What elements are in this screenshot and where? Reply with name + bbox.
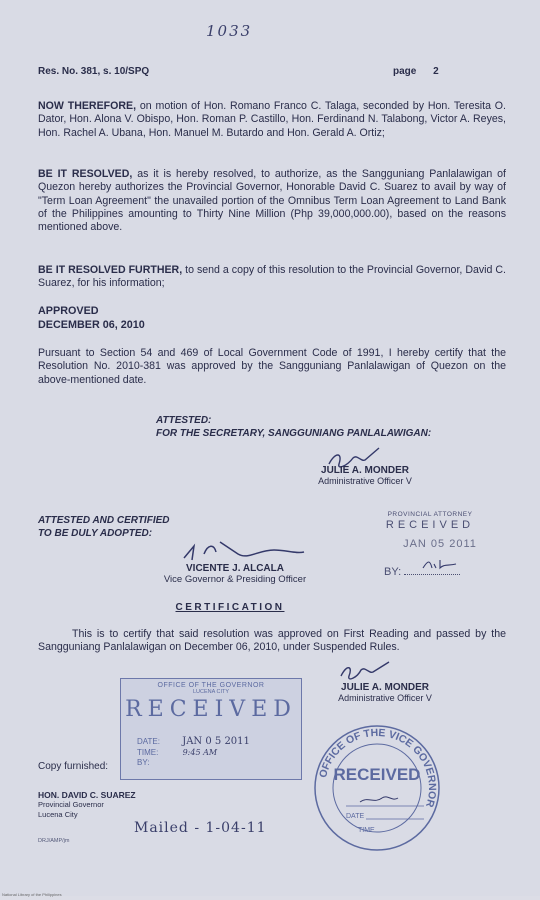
page-label-text: page	[393, 66, 417, 77]
stamp-governor-office: OFFICE OF THE GOVERNOR	[157, 682, 265, 689]
handwritten-mailed-note: Mailed - 1-04-11	[134, 820, 267, 836]
copy-furnished-recipient	[38, 790, 136, 820]
stamp-by-row	[137, 758, 250, 769]
paragraph-be-it-resolved-further	[38, 264, 506, 291]
paragraph-text: to send a copy of this resolution to the Provincial Governor, David C. Suarez, for his information;	[38, 264, 506, 290]
secretary-signatory	[290, 465, 440, 486]
vice-governor-title: Vice Governor & Presiding Officer	[163, 574, 307, 585]
paragraph-lead: BE IT RESOLVED,	[38, 168, 133, 180]
duly-adopted-label: TO BE DULY ADOPTED:	[38, 528, 153, 539]
stamp-time-label: TIME:	[137, 747, 159, 757]
vice-governor-signatory	[150, 563, 320, 585]
certification-heading: CERTIFICATION	[175, 602, 285, 613]
secretary-name: JULIE A. MONDER	[321, 465, 409, 476]
attested-block	[156, 414, 431, 440]
stamp-governor-received: RECEIVED	[125, 697, 297, 722]
stamp-date-value: JAN 0 5 2011	[182, 736, 250, 747]
stamp-date-label: DATE:	[137, 737, 160, 746]
attorney-initials	[420, 556, 460, 572]
stamp-office-of-vice-governor	[312, 718, 442, 858]
certification-text: This is to certify that said resolution was approved on First Reading and passed by the Sangguniang Panlalawigan on December 06, 2010, under Suspended Rules.	[38, 628, 506, 654]
secretary-title: Administrative Officer V	[318, 476, 412, 486]
stamp-time-row	[137, 748, 250, 759]
attested-label: ATTESTED:	[156, 415, 212, 426]
footer-attribution: National Library of the Philippines	[2, 892, 62, 897]
stamp-office: PROVINCIAL ATTORNEY	[387, 511, 473, 518]
paragraph-text: on motion of Hon. Romano Franco C. Talaga, seconded by Hon. Teresita O. Dator, Hon. Alona V. Obispo, Hon. Roman P. Castillo, Hon. Ferdinand N. Talabong, Victor A. Reyes, Hon. Rachel A. Ubana, Hon. Manuel M. Butardo and Hon. Gerald A. Ortiz;	[38, 100, 506, 139]
initials-code: DRJ/AMP/jm	[38, 838, 70, 844]
paragraph-lead: NOW THEREFORE,	[38, 100, 137, 112]
page-label	[393, 66, 439, 77]
paragraph-be-it-resolved	[38, 168, 506, 234]
paragraph-pursuant: Pursuant to Section 54 and 469 of Local Government Code of 1991, I hereby certify that the Resolution No. 2010-381 was approved by the Sangguniang Panlalawigan of Quezon on the above-mentioned date.	[38, 347, 506, 386]
stamp-provincial-attorney	[380, 511, 480, 550]
stamp-time-value: 9:45 AM	[182, 747, 218, 757]
stamp-governor-by-label: BY:	[137, 758, 150, 767]
approved-block	[38, 305, 145, 332]
attested-certified-block	[38, 514, 169, 540]
stamp-vice-time-label: TIME	[358, 827, 375, 834]
recipient-name: HON. DAVID C. SUAREZ	[38, 790, 136, 800]
stamp-date-row	[137, 737, 250, 748]
certification-signatory	[310, 682, 460, 703]
copy-furnished-label: Copy furnished:	[38, 761, 109, 772]
recipient-title: Provincial Governor	[38, 800, 104, 809]
paragraph-now-therefore	[38, 100, 506, 140]
stamp-vice-ring-text: OFFICE OF THE VICE GOVERNOR	[317, 726, 439, 809]
page-number: 2	[433, 66, 439, 77]
paragraph-lead: BE IT RESOLVED FURTHER,	[38, 264, 183, 276]
recipient-city: Lucena City	[38, 810, 78, 819]
approved-label: APPROVED	[38, 305, 99, 317]
stamp-office-of-governor	[120, 678, 302, 780]
vice-governor-name: VICENTE J. ALCALA	[186, 563, 284, 574]
paragraph-text: as it is hereby resolved, to authorize, as the Sangguniang Panlalawigan of Quezon hereby authorizes the Provincial Governor, Honorable David C. Suarez to avail by way of "Term Loan Agreement" the unavailed portion of the Omnibus Term Loan Agreement to Land Bank of the Philippines amounting to Thirty Nine Million (Php 39,000,000.00), based on the reasons mentioned above.	[38, 168, 506, 234]
handwritten-page-number: 1033	[206, 22, 253, 40]
approved-date: DECEMBER 06, 2010	[38, 318, 145, 331]
stamp-governor-fields	[137, 737, 250, 769]
stamp-date: JAN 05 2011	[403, 538, 477, 550]
attested-for-secretary: FOR THE SECRETARY, SANGGUNIANG PANLALAWIGAN:	[156, 428, 432, 439]
stamp-governor-city: LUCENA CITY	[192, 689, 230, 695]
stamp-by-label: BY:	[384, 566, 402, 578]
certification-signatory-name: JULIE A. MONDER	[341, 682, 429, 693]
stamp-vice-received: RECEIVED	[333, 765, 421, 784]
stamp-received: RECEIVED	[385, 519, 475, 531]
resolution-reference: Res. No. 381, s. 10/SPQ	[38, 66, 150, 77]
stamp-vice-date-label: DATE	[346, 813, 365, 820]
attested-certified-label: ATTESTED AND CERTIFIED	[38, 515, 170, 526]
certification-signatory-title: Administrative Officer V	[338, 693, 432, 703]
